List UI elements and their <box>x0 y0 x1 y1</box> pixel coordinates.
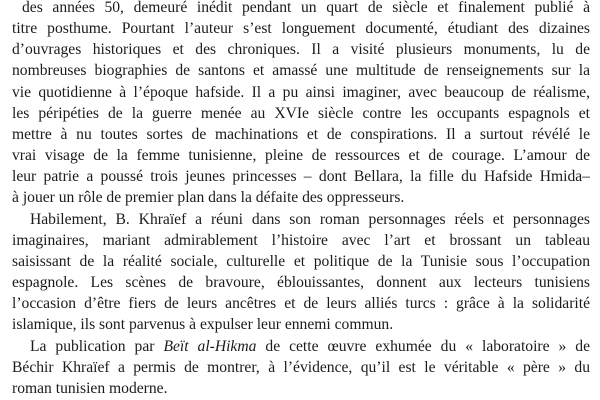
paragraph-3-line-1 <box>30 336 590 358</box>
paragraph-1-line-5: vie quotidienne à l’époque hafside. Il a pu ainsi imaginer, avec beaucoup de réalisme, <box>12 84 590 101</box>
publisher-name: Beït al-Hikma <box>163 338 257 355</box>
paragraph-2-line-4: espagnole. Les scènes de bravoure, éblouissantes, donnent aux lecteurs tunisiens <box>12 274 590 291</box>
paragraph-2-line-5: l’occasion d’être fiers de leurs ancêtres et de leurs alliés turcs : grâce à la solidarité <box>12 295 590 312</box>
paragraph-1-line-6: les péripéties de la guerre menée au XVIe siècle contre les occupants espagnols et <box>12 105 590 122</box>
paragraph-1-line-10: à jouer un rôle de premier plan dans la défaite des oppresseurs. <box>12 189 405 206</box>
paragraph-1-line-3: d’ouvrages historiques et des chroniques. Il a visité plusieurs monuments, lu de <box>12 41 590 58</box>
paragraph-3-line-2: Béchir Khraïef a permis de montrer, à l’évidence, qu’il est le véritable « père » du <box>12 359 590 376</box>
paragraph-3-line-1-before: La publication par <box>30 338 164 355</box>
paragraph-1-line-9: leur patrie a poussé trois jeunes princesses – dont Bellara, la fille du Hafside Hmida– <box>12 168 590 185</box>
paragraph-2-line-3: saisissant de la réalité sociale, culturelle et politique de la Tunisie sous l’occupation <box>12 253 590 270</box>
paragraph-3-line-3: roman tunisien moderne. <box>12 380 168 397</box>
paragraph-1-line-1: des années 50, demeuré inédit pendant un quart de siècle et finalement publié à <box>22 0 590 16</box>
paragraph-1-line-2: titre posthume. Pourtant l’auteur s’est longuement documenté, étudiant des dizaines <box>12 20 590 37</box>
paragraph-1-line-8: vrai visage de la femme tunisienne, pleine de ressources et de courage. L’amour de <box>12 147 590 164</box>
paragraph-1-line-7: mettre à nu toutes sortes de machinations et de conspirations. Il a surtout révélé le <box>12 126 590 143</box>
paragraph-2-line-2: imaginaires, mariant admirablement l’histoire avec l’art et brossant un tableau <box>12 232 590 249</box>
paragraph-2-line-1: Habilement, B. Khraïef a réuni dans son roman personnages réels et personnages <box>30 211 590 228</box>
paragraph-3-line-1-after: de cette œuvre exhumée du « laboratoire » de <box>256 338 590 355</box>
paragraph-1-line-4: nombreuses biographies de santons et amassé une multitude de renseignements sur la <box>12 62 590 79</box>
paragraph-2-line-6: islamique, ils sont parvenus à expulser leur ennemi commun. <box>12 316 394 333</box>
